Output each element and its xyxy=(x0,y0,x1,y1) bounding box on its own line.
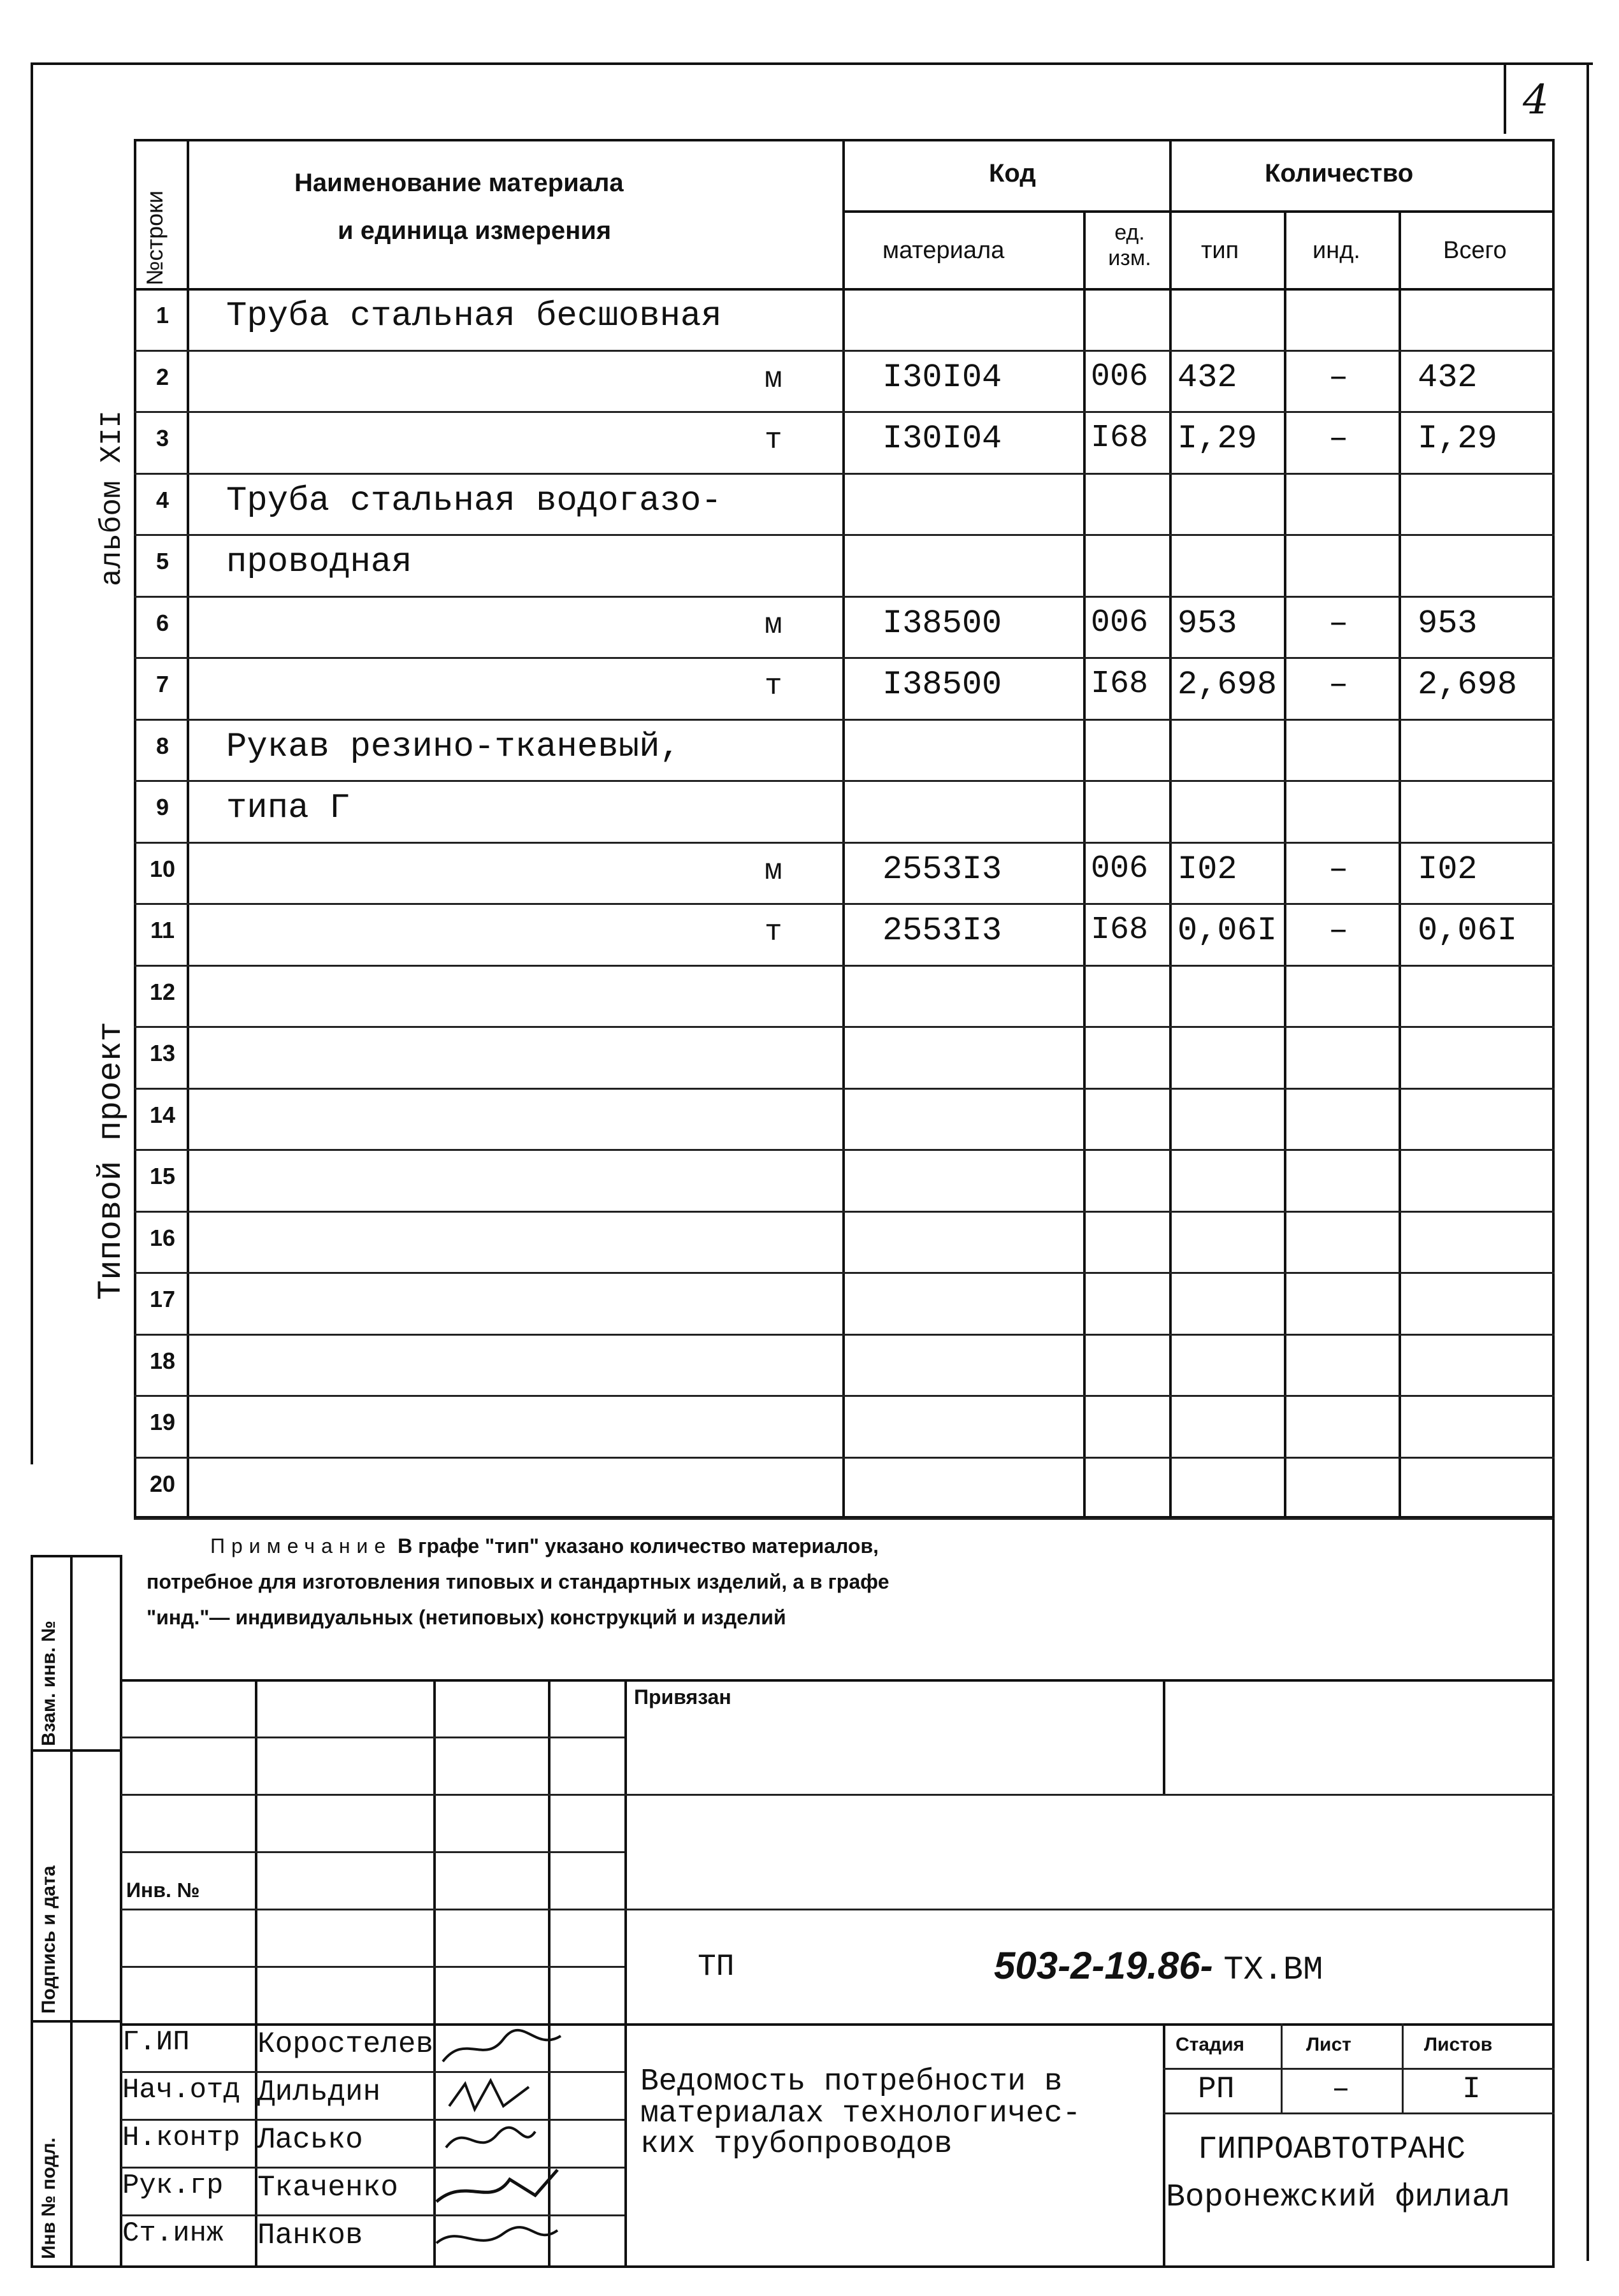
page-left-border xyxy=(31,62,33,1464)
tb-r1 xyxy=(121,1736,624,1738)
doc-title-line3: ких трубопроводов xyxy=(640,2127,953,2162)
row-number: 12 xyxy=(149,979,176,1005)
row-qty-total: I,29 xyxy=(1418,420,1497,458)
row-unit-code: I68 xyxy=(1091,420,1149,456)
row-number: 19 xyxy=(149,1409,176,1435)
doc-title-line2: материалах технологичес- xyxy=(640,2097,1081,2131)
row-number: 5 xyxy=(155,548,169,574)
album-label: альбом XII xyxy=(96,410,129,586)
header-unit: ед. изм. xyxy=(1108,220,1151,270)
row-qty-ind: – xyxy=(1328,912,1349,949)
tb-stage-c1 xyxy=(1281,2023,1283,2112)
row-qty-total: 953 xyxy=(1418,605,1478,642)
row-material-code: I38500 xyxy=(882,666,1002,704)
row-number: 8 xyxy=(155,733,169,759)
row-name: Труба стальная водогазо- xyxy=(226,482,722,521)
row-qty-type: 953 xyxy=(1177,605,1237,642)
row-unit-code: 006 xyxy=(1091,605,1149,641)
row-qty-ind: – xyxy=(1328,851,1349,888)
page-right-border xyxy=(1587,62,1589,2261)
row-divider xyxy=(134,473,1555,475)
tb-stage-r1 xyxy=(1163,2068,1555,2070)
note-bottom-border xyxy=(121,1679,1555,1682)
row-unit: т xyxy=(765,670,782,703)
row-divider xyxy=(134,411,1555,413)
row-number: 11 xyxy=(150,917,175,943)
signer-role: Нач.отд xyxy=(122,2074,240,2106)
row-unit: м xyxy=(765,855,782,888)
row-material-code: I30I04 xyxy=(882,420,1002,458)
row-number: 6 xyxy=(155,610,169,636)
row-name: Труба стальная бесшовная xyxy=(226,297,722,336)
header-name-line2: и единица измерения xyxy=(338,217,612,245)
row-name: Рукав резино-тканевый, xyxy=(226,728,680,767)
row-name: типа Г xyxy=(226,789,350,828)
org-line1: ГИПРОАВТОТРАНС xyxy=(1198,2132,1466,2168)
tb-r7 xyxy=(121,2071,624,2073)
row-qty-ind: – xyxy=(1328,359,1349,396)
row-divider xyxy=(134,1211,1555,1213)
signer-name: Дильдин xyxy=(257,2076,381,2109)
row-divider xyxy=(134,965,1555,967)
row-unit: м xyxy=(765,609,782,642)
row-number: 3 xyxy=(155,425,169,451)
row-qty-type: 432 xyxy=(1177,359,1237,396)
header-material: материала xyxy=(882,237,1005,264)
sheets-value: I xyxy=(1462,2072,1481,2107)
row-divider xyxy=(134,1149,1555,1151)
stamp-inner-border xyxy=(70,1555,73,2267)
row-number: 4 xyxy=(155,487,169,513)
header-total: Всего xyxy=(1443,237,1507,264)
row-divider xyxy=(134,780,1555,782)
row-divider xyxy=(134,1026,1555,1028)
row-unit: т xyxy=(765,916,782,949)
row-divider xyxy=(134,350,1555,352)
tb-stage-r2 xyxy=(1163,2112,1555,2114)
signature-3 xyxy=(440,2119,542,2163)
row-divider xyxy=(134,1395,1555,1397)
header-subdivider xyxy=(842,210,1555,213)
row-material-code: 2553I3 xyxy=(882,912,1002,949)
row-name: проводная xyxy=(226,543,412,582)
col-ind-right xyxy=(1399,210,1401,1519)
row-unit-code: I68 xyxy=(1091,666,1149,702)
signer-name: Ласько xyxy=(257,2123,363,2156)
doc-code-number: 503-2-19.86- xyxy=(994,1944,1213,1987)
col-material-right xyxy=(1083,210,1086,1519)
row-divider xyxy=(134,903,1555,905)
header-quantity: Количество xyxy=(1265,159,1414,187)
col-line-no xyxy=(187,139,189,1519)
row-qty-total: 2,698 xyxy=(1418,666,1518,704)
stamp-left-border xyxy=(31,1555,33,2267)
header-name-line1: Наименование материала xyxy=(294,169,624,197)
signer-name: Панков xyxy=(257,2219,363,2252)
inv-no-label: Инв. № xyxy=(126,1879,200,1902)
row-qty-type: 2,698 xyxy=(1177,666,1277,704)
row-unit: м xyxy=(765,363,782,396)
row-qty-total: 0,06I xyxy=(1418,912,1518,949)
row-divider xyxy=(134,1272,1555,1274)
page-number-box-left xyxy=(1504,62,1506,134)
note-body: В графе "тип" указано количество материалов, потребное для изготовления типовых и стандартных изделий, а в графе "инд."— индивидуальных (нетиповых) конструкций и изделий xyxy=(147,1534,889,1629)
signer-role: Ст.инж xyxy=(122,2218,224,2249)
doc-code-suffix: ТХ.ВМ xyxy=(1223,1951,1323,1989)
doc-code xyxy=(994,1944,1323,1989)
row-number: 10 xyxy=(149,856,176,882)
signature-4 xyxy=(433,2163,561,2211)
privyazan-label: Привязан xyxy=(634,1686,731,1708)
tb-col-f xyxy=(1163,2023,1165,2265)
row-qty-ind: – xyxy=(1328,420,1349,458)
tb-r8 xyxy=(121,2119,624,2121)
row-divider xyxy=(134,534,1555,536)
row-divider xyxy=(134,842,1555,844)
row-number: 9 xyxy=(155,794,169,820)
header-line-no: №строки xyxy=(141,190,168,285)
row-unit: т xyxy=(765,424,782,457)
row-unit-code: 006 xyxy=(1091,851,1149,887)
stamp-vzam-inv: Взам. инв. № xyxy=(38,1621,59,1746)
tp-label: ТП xyxy=(698,1950,735,1984)
row-unit-code: 006 xyxy=(1091,359,1149,395)
row-number: 16 xyxy=(149,1225,176,1251)
signature-5 xyxy=(433,2214,561,2259)
row-divider xyxy=(134,1457,1555,1459)
row-number: 15 xyxy=(149,1163,176,1189)
row-number: 1 xyxy=(155,302,169,328)
doc-title-line1: Ведомость потребности в xyxy=(640,2065,1063,2099)
signer-role: Г.ИП xyxy=(122,2026,190,2058)
row-qty-type: I02 xyxy=(1177,851,1237,888)
row-divider xyxy=(134,657,1555,659)
row-material-code: I38500 xyxy=(882,605,1002,642)
stamp-right xyxy=(120,1555,122,2267)
row-qty-total: 432 xyxy=(1418,359,1478,396)
note-right-border xyxy=(1552,1519,1555,2267)
row-unit-code: I68 xyxy=(1091,912,1149,948)
sheet-value: – xyxy=(1332,2072,1350,2107)
header-code: Код xyxy=(989,159,1036,187)
row-number: 18 xyxy=(149,1348,176,1374)
row-divider xyxy=(134,1334,1555,1336)
tb-r2 xyxy=(121,1794,1555,1796)
row-divider xyxy=(134,719,1555,721)
signer-role: Н.контр xyxy=(122,2122,240,2154)
project-label: Типовой проект xyxy=(92,1022,130,1300)
stage-label: Стадия xyxy=(1176,2034,1245,2055)
row-material-code: 2553I3 xyxy=(882,851,1002,888)
row-number: 20 xyxy=(149,1471,176,1497)
signer-name: Коростелев xyxy=(257,2028,434,2061)
signature-1 xyxy=(440,2026,567,2071)
page-number: 4 xyxy=(1523,76,1549,124)
stage-value: РП xyxy=(1198,2072,1235,2107)
signer-name: Ткаченко xyxy=(257,2171,398,2204)
col-type-right xyxy=(1284,210,1286,1519)
note-label: Примечание xyxy=(210,1534,392,1557)
tb-r6 xyxy=(121,2023,1555,2026)
note-text xyxy=(147,1528,975,1635)
row-qty-type: 0,06I xyxy=(1177,912,1277,949)
stamp-div2 xyxy=(31,2020,121,2023)
row-divider xyxy=(134,1518,1555,1520)
header-type: тип xyxy=(1201,237,1239,264)
page-top-border xyxy=(32,62,1593,65)
row-number: 2 xyxy=(155,364,169,390)
tb-col-d xyxy=(624,1679,627,2265)
row-number: 7 xyxy=(155,671,169,697)
stamp-sign-date: Подпись и дата xyxy=(38,1865,59,2014)
row-divider xyxy=(134,1088,1555,1090)
stamp-bottom xyxy=(31,2265,1555,2268)
tb-r4 xyxy=(121,1909,1555,1910)
row-number: 14 xyxy=(149,1102,176,1128)
row-number: 17 xyxy=(149,1286,176,1312)
tb-stage-c2 xyxy=(1402,2023,1404,2112)
row-number: 13 xyxy=(149,1040,176,1066)
sheets-label: Листов xyxy=(1424,2034,1493,2055)
signer-role: Рук.гр xyxy=(122,2170,224,2202)
stamp-inv-no-sub: Инв № подл. xyxy=(38,2137,59,2259)
col-code-right xyxy=(1169,139,1172,1519)
stamp-div1 xyxy=(31,1749,121,1752)
stamp-top xyxy=(31,1555,121,1557)
row-qty-total: I02 xyxy=(1418,851,1478,888)
row-divider xyxy=(134,596,1555,598)
org-line2: Воронежский филиал xyxy=(1166,2179,1511,2216)
sheet-label: Лист xyxy=(1306,2034,1351,2055)
col-name-right xyxy=(842,139,845,1519)
signature-2 xyxy=(446,2074,542,2119)
tb-r5 xyxy=(121,1966,624,1968)
row-qty-ind: – xyxy=(1328,605,1349,642)
row-material-code: I30I04 xyxy=(882,359,1002,396)
tb-r3 xyxy=(121,1851,624,1853)
header-ind: инд. xyxy=(1313,237,1360,264)
tb-col-e xyxy=(1163,1679,1165,1794)
row-qty-ind: – xyxy=(1328,666,1349,704)
row-qty-type: I,29 xyxy=(1177,420,1257,458)
